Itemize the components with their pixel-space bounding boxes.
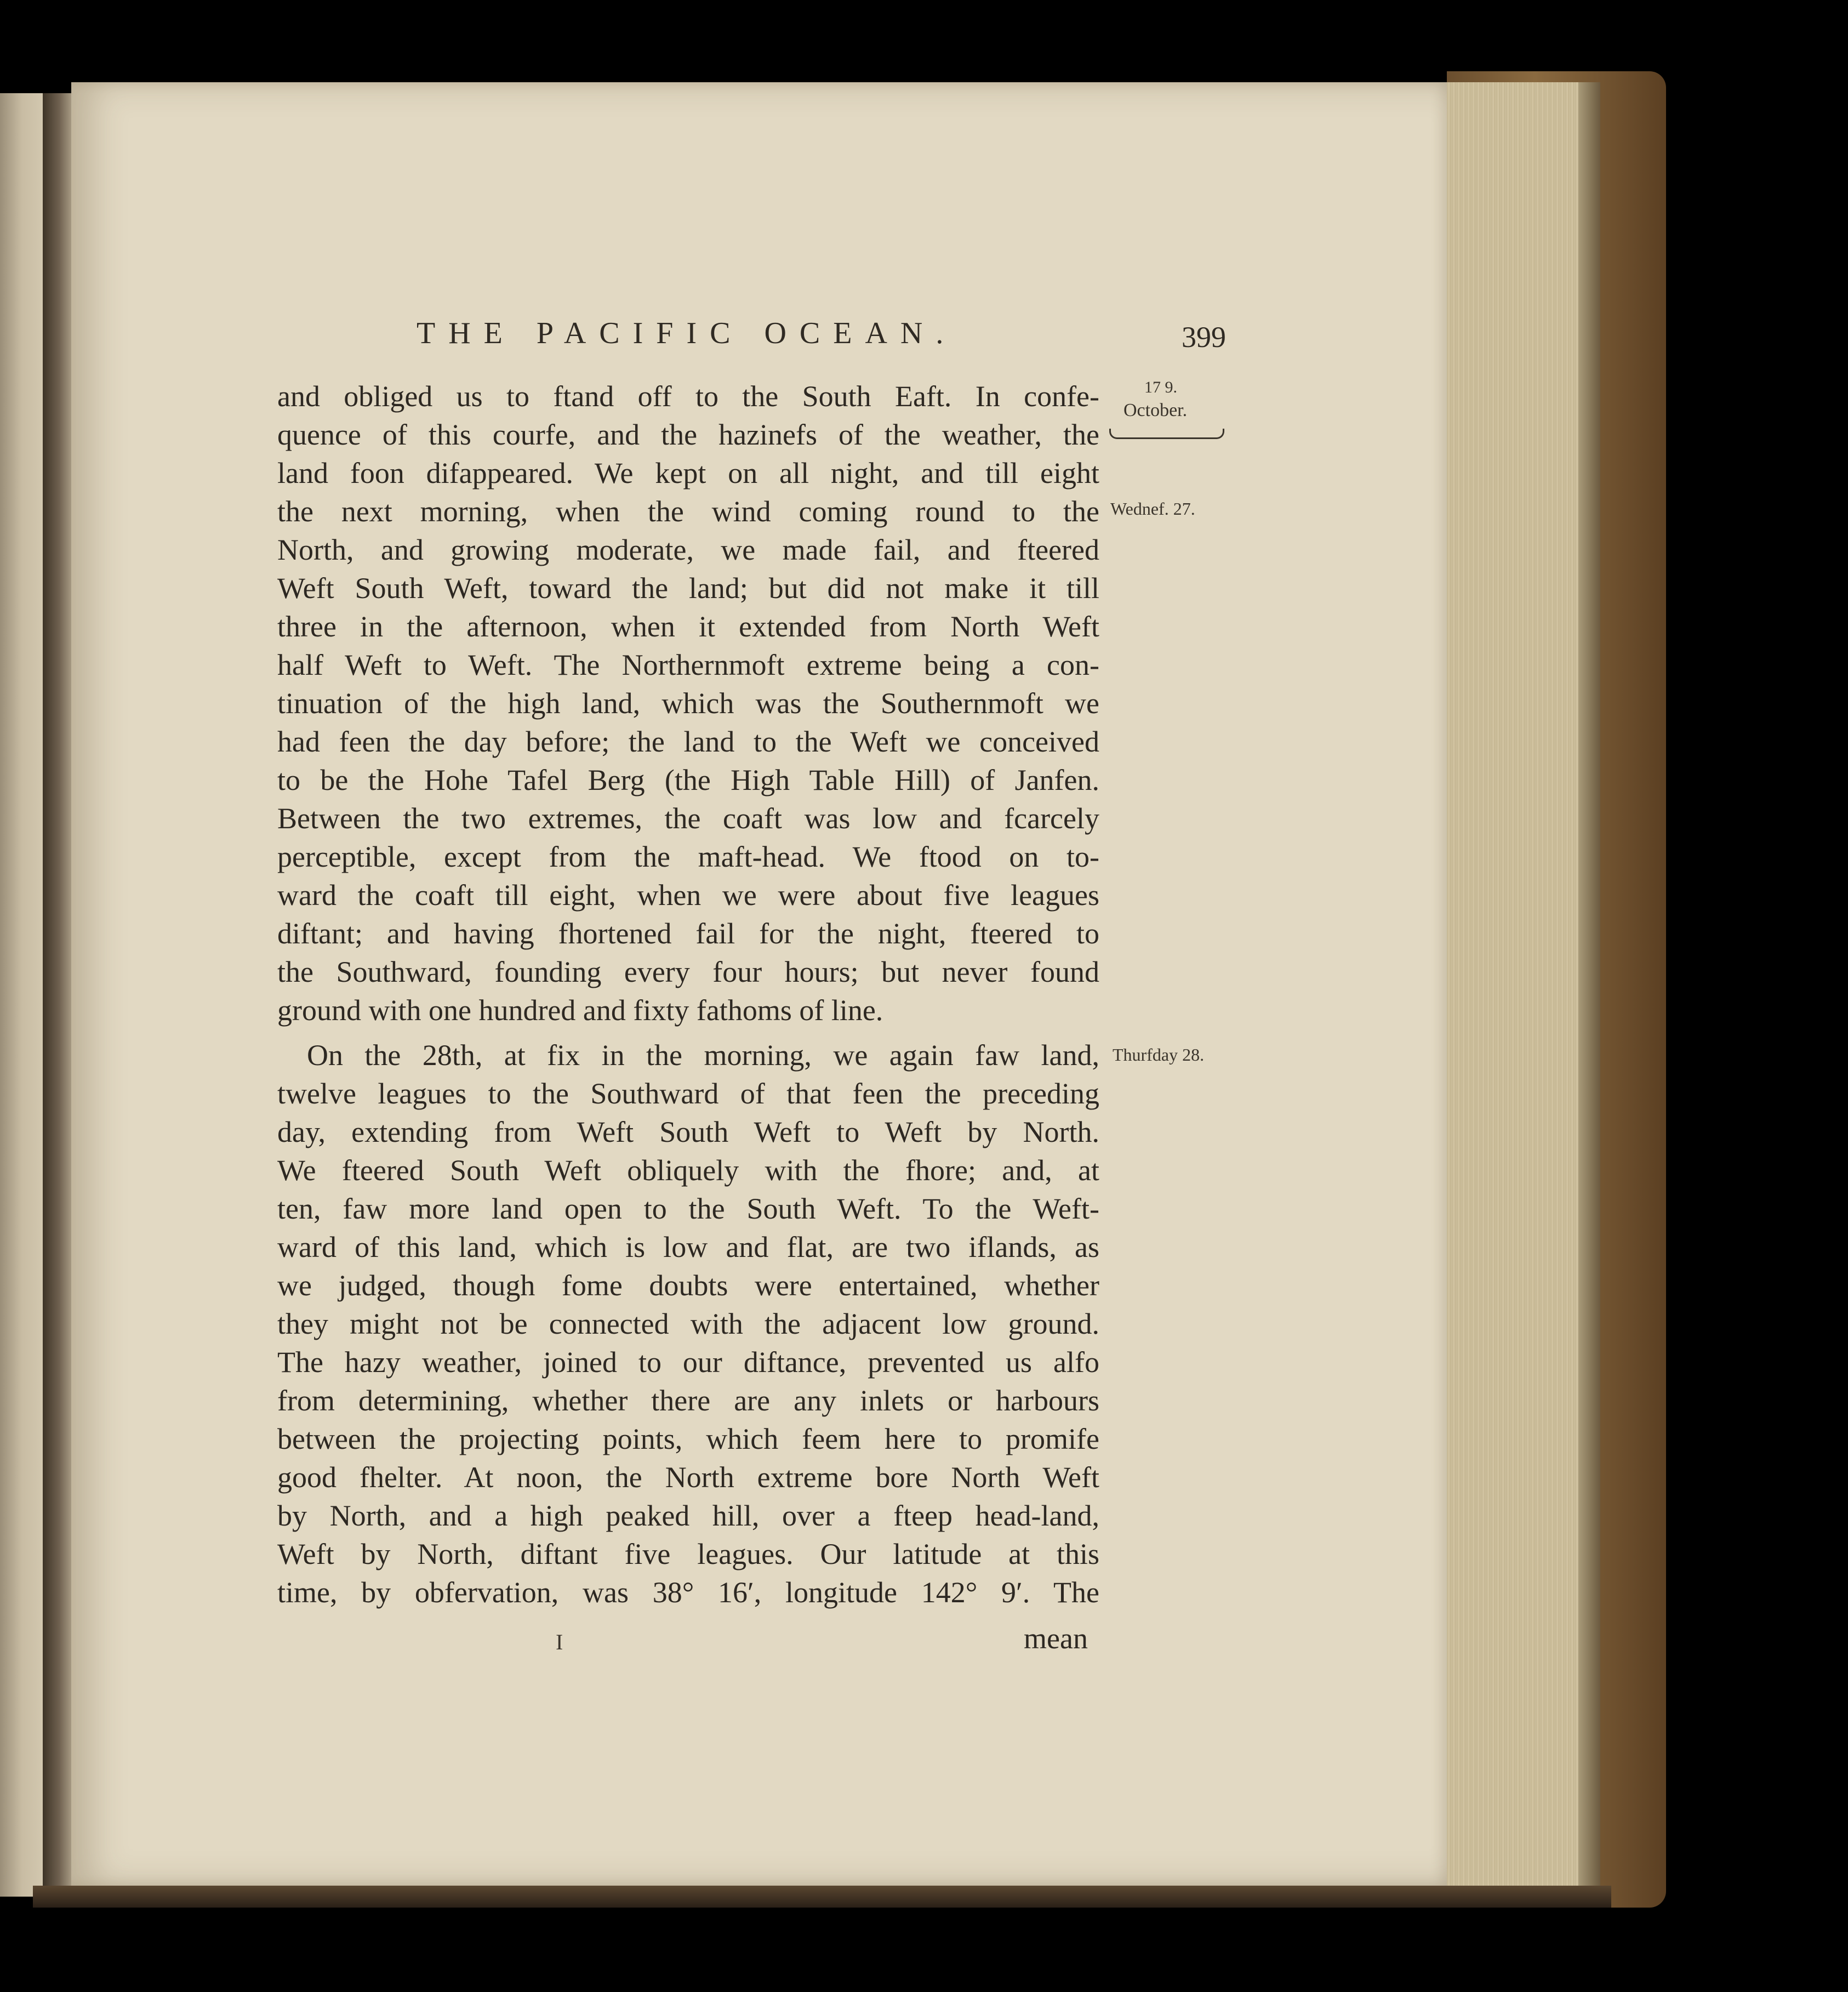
text-line: Weft South Weft, toward the land; but did not make it till	[277, 572, 1099, 605]
text-line: diftant; and having fhortened fail for the night, fteered to	[277, 917, 1099, 950]
text-line: half Weft to Weft. The Northernmoft extreme being a con-	[277, 648, 1099, 681]
text-line: North, and growing moderate, we made fail, and fteered	[277, 533, 1099, 566]
paragraph-1	[277, 377, 1099, 1029]
text-line: from determining, whether there are any inlets or harbours	[277, 1384, 1099, 1417]
catchword: mean	[1024, 1622, 1088, 1655]
text-line: between the projecting points, which feem here to promife	[277, 1422, 1099, 1455]
margin-note-wednesday: Wednef. 27.	[1110, 499, 1195, 519]
text-line: had feen the day before; the land to the Weft we conceived	[277, 725, 1099, 758]
text-line: ten, faw more land open to the South Weft. To the Weft-	[277, 1192, 1099, 1225]
text-line: land foon difappeared. We kept on all night, and till eight	[277, 457, 1099, 490]
margin-note-thursday: Thurfday 28.	[1113, 1045, 1205, 1065]
text-line: ward the coaft till eight, when we were about five leagues	[277, 879, 1099, 912]
text-line: twelve leagues to the Southward of that feen the preceding	[277, 1077, 1099, 1110]
text-line: day, extending from Weft South Weft to Weft by North.	[277, 1115, 1099, 1148]
text-line: Weft by North, diftant five leagues. Our latitude at this	[277, 1538, 1099, 1570]
signature-mark: I	[556, 1630, 563, 1654]
text-line: Between the two extremes, the coaft was low and fcarcely	[277, 802, 1099, 835]
margin-note-year: 17 9.	[1144, 378, 1177, 396]
text-line: perceptible, except from the maft-head. We ftood on to-	[277, 840, 1099, 873]
paragraph-2	[277, 1036, 1099, 1612]
margin-note-month: October.	[1123, 400, 1188, 420]
text-line: quence of this courfe, and the hazinefs of the weather, the	[277, 418, 1099, 451]
text-line: and obliged us to ftand off to the South Eaft. In confe-	[277, 380, 1099, 413]
text-line: ward of this land, which is low and flat, are two iflands, as	[277, 1231, 1099, 1264]
text-line: ground with one hundred and fixty fathoms of line.	[277, 994, 883, 1027]
margin-note-brace	[1109, 429, 1224, 439]
running-title: THE PACIFIC OCEAN.	[417, 316, 957, 350]
text-line: good fhelter. At noon, the North extreme bore North Weft	[277, 1461, 1099, 1494]
text-line: to be the Hohe Tafel Berg (the High Table Hill) of Janfen.	[277, 764, 1099, 796]
text-line: time, by obfervation, was 38° 16′, longitude 142° 9′. The	[277, 1576, 1099, 1609]
text-line: tinuation of the high land, which was the Southernmoft we	[277, 687, 1099, 720]
text-line: by North, and a high peaked hill, over a fteep head-land,	[277, 1499, 1099, 1532]
text-line: On the 28th, at fix in the morning, we again faw land,	[307, 1039, 1099, 1072]
text-line: The hazy weather, joined to our diftance, prevented us alfo	[277, 1346, 1099, 1379]
text-line: the next morning, when the wind coming round to the	[277, 495, 1099, 528]
page-number: 399	[1182, 321, 1226, 354]
book-gutter	[43, 93, 76, 1897]
page-edge-shadow	[1578, 82, 1600, 1886]
page-edges	[1436, 82, 1600, 1886]
text-line: the Southward, founding every four hours; but never found	[277, 955, 1099, 988]
text-line: they might not be connected with the adjacent low ground.	[277, 1307, 1099, 1340]
text-line: three in the afternoon, when it extended from North Weft	[277, 610, 1099, 643]
book-bottom-edge	[33, 1886, 1611, 1908]
text-line: We fteered South Weft obliquely with the fhore; and, at	[277, 1154, 1099, 1187]
text-line: we judged, though fome doubts were entertained, whether	[277, 1269, 1099, 1302]
